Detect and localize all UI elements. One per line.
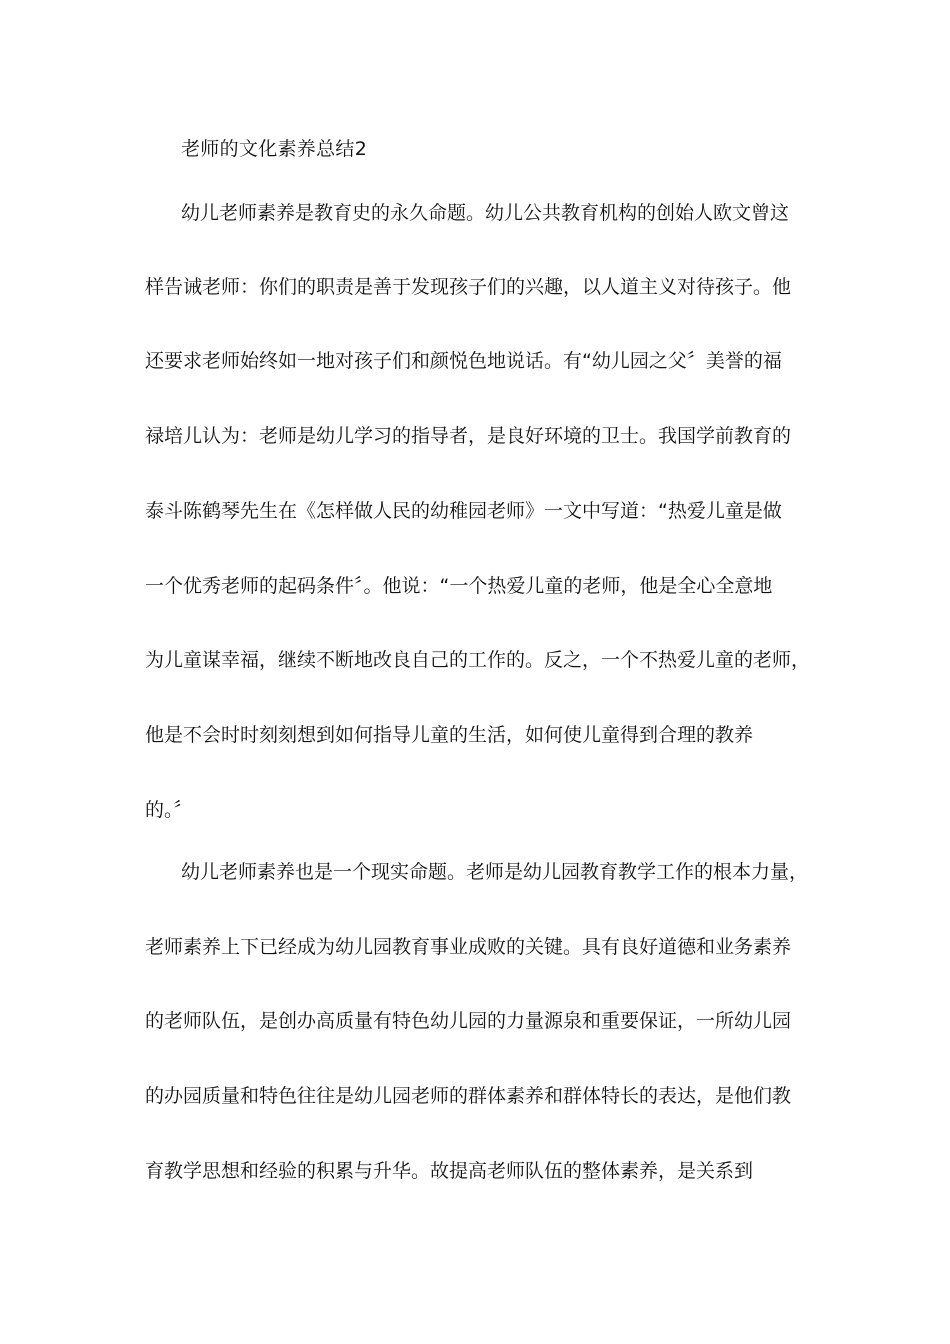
paragraph-1-line-8: 他是不会时时刻刻想到如何指导儿童的生活，如何使儿童得到合理的教养: [145, 724, 754, 746]
document-title: 老师的文化素养总结2: [181, 138, 368, 160]
paragraph-2-line-2: 老师素养上下已经成为幼儿园教育事业成败的关键。具有良好道德和业务素养: [145, 936, 792, 958]
paragraph-2-line-3: 的老师队伍，是创办高质量有特色幼儿园的力量源泉和重要保证，一所幼儿园: [145, 1010, 792, 1032]
paragraph-2-line-5: 育教学思想和经验的积累与升华。故提高老师队伍的整体素养，是关系到: [145, 1160, 754, 1182]
paragraph-1-line-5: 泰斗陈鹤琴先生在《怎样做人民的幼稚园老师》一文中写道：“热爱儿童是做: [145, 500, 782, 522]
paragraph-1-line-2: 样告诫老师：你们的职责是善于发现孩子们的兴趣，以人道主义对待孩子。他: [145, 276, 792, 298]
paragraph-1-line-9: 的。〞: [145, 799, 193, 821]
paragraph-1-line-7: 为儿童谋幸福，继续不断地改良自己的工作的。反之，一个不热爱儿童的老师，: [145, 649, 811, 671]
paragraph-1-line-3: 还要求老师始终如一地对孩子们和颜悦色地说话。有“幼儿园之父〞美誉的福: [145, 350, 782, 372]
paragraph-1-line-6: 一个优秀老师的起码条件〞。他说：“一个热爱儿童的老师，他是全心全意地: [145, 575, 773, 597]
paragraph-2-line-4: 的办园质量和特色往往是幼儿园老师的群体素养和群体特长的表达，是他们教: [145, 1085, 792, 1107]
paragraph-2-line-1: 幼儿老师素养也是一个现实命题。老师是幼儿园教育教学工作的根本力量，: [181, 861, 809, 883]
paragraph-1-line-1: 幼儿老师素养是教育史的永久命题。幼儿公共教育机构的创始人欧文曾这: [181, 202, 790, 224]
paragraph-1-line-4: 禄培儿认为：老师是幼儿学习的指导者，是良好环境的卫士。我国学前教育的: [145, 425, 792, 447]
